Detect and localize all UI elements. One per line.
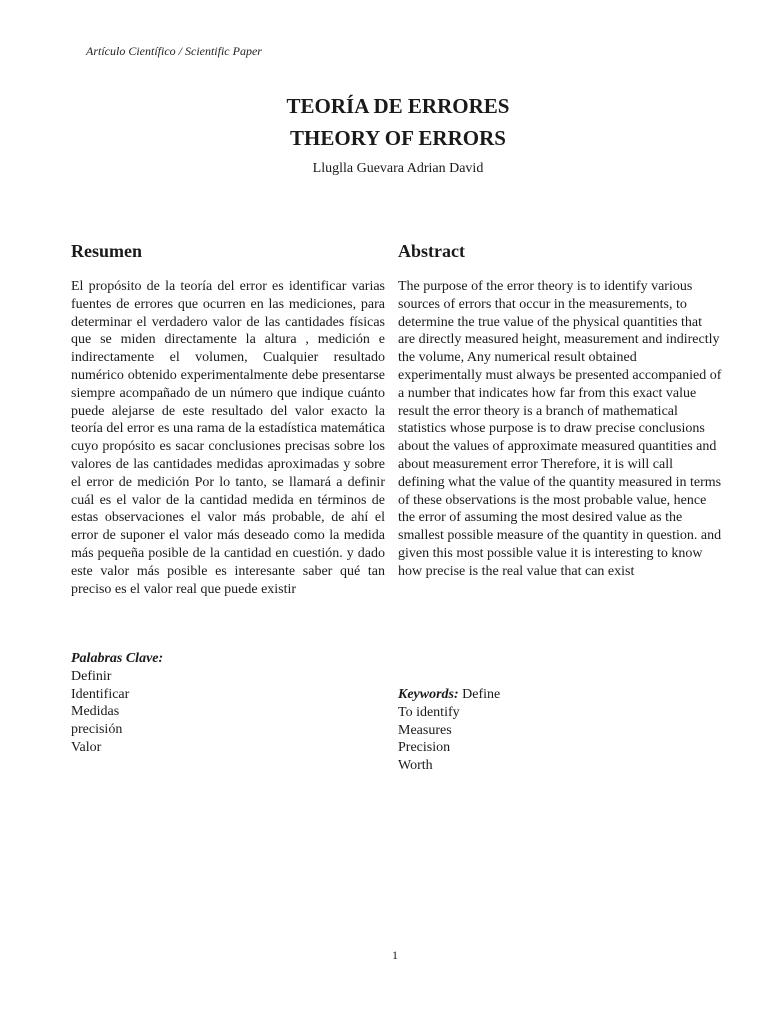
resumen-column: [71, 240, 385, 598]
keyword-item: Valor: [71, 739, 102, 755]
keyword-item: Medidas: [71, 704, 120, 720]
keywords-spanish: [71, 650, 163, 757]
keyword-item: Precision: [398, 740, 451, 756]
keyword-item: precisión: [71, 722, 123, 738]
keywords-english-label: Keywords:: [398, 687, 459, 702]
abstract-text: The purpose of the error theory is to identify various sources of errors that occur in the measurements, to determine the true value of the physical quantities that are directly measured height, measurement and indirectly the volume, Any numerical result obtained experimentally must always be presented accompanied of a number that indicates how far from this exact value result the error theory is a branch of mathematical statistics whose purpose is to draw precise conclusions about the values of approximate measured quantities and about measurement error Therefore, it is will call defining what the value of the quantity measured in terms of these observations is the most probable value, hence the error of assuming the most desired value as the smallest possible measure of the quantity in question. and given this most possible value it is interesting to know how precise is the real value that can exist: [398, 279, 722, 579]
keywords-english: [398, 686, 500, 775]
keywords-spanish-label: Palabras Clave:: [71, 651, 164, 666]
page-number: 1: [392, 948, 398, 962]
keyword-item: Worth: [398, 758, 433, 774]
keyword-item: Define: [458, 687, 501, 702]
resumen-heading: Resumen: [71, 241, 142, 261]
keyword-item: Identificar: [71, 686, 130, 702]
keyword-item: Measures: [398, 722, 452, 738]
keywords-english-first-line: [398, 686, 500, 704]
title-block: [0, 90, 768, 178]
title-spanish: TEORÍA DE ERRORES: [286, 94, 510, 118]
title-english: THEORY OF ERRORS: [290, 126, 506, 150]
abstract-column: [398, 240, 722, 581]
author-name: Lluglla Guevara Adrian David: [312, 161, 484, 176]
resumen-text: El propósito de la teoría del error es identificar varias fuentes de errores que ocurren en las mediciones, para determinar el verdadero valor de las cantidades físicas que se miden directamente la altura , medición e indirectamente el volumen, Cualquier resultado numérico obtenido experimentalmente debe presentarse siempre acompañado de un número que indique cuánto puede alejarse de este resultado del valor exacto la teoría del error es una rama de la estadística matemática cuyo propósito es sacar conclusiones precisas sobre los valores de las cantidades medidas aproximadas y sobre el error de medición Por lo tanto, se llamará a definir cuál es el valor de la cantidad medida en términos de estas observaciones el valor más probable, de ahí el error de suponer el valor más deseado como la medida más pequeña posible de la cantidad en cuestión. y dado este valor más posible es interesante saber qué tan preciso es el valor real que puede existir: [71, 279, 385, 597]
abstract-heading: Abstract: [398, 241, 465, 261]
keyword-item: To identify: [398, 704, 460, 720]
running-head: Artículo Científico / Scientific Paper: [86, 44, 262, 58]
keyword-item: Definir: [71, 668, 112, 684]
